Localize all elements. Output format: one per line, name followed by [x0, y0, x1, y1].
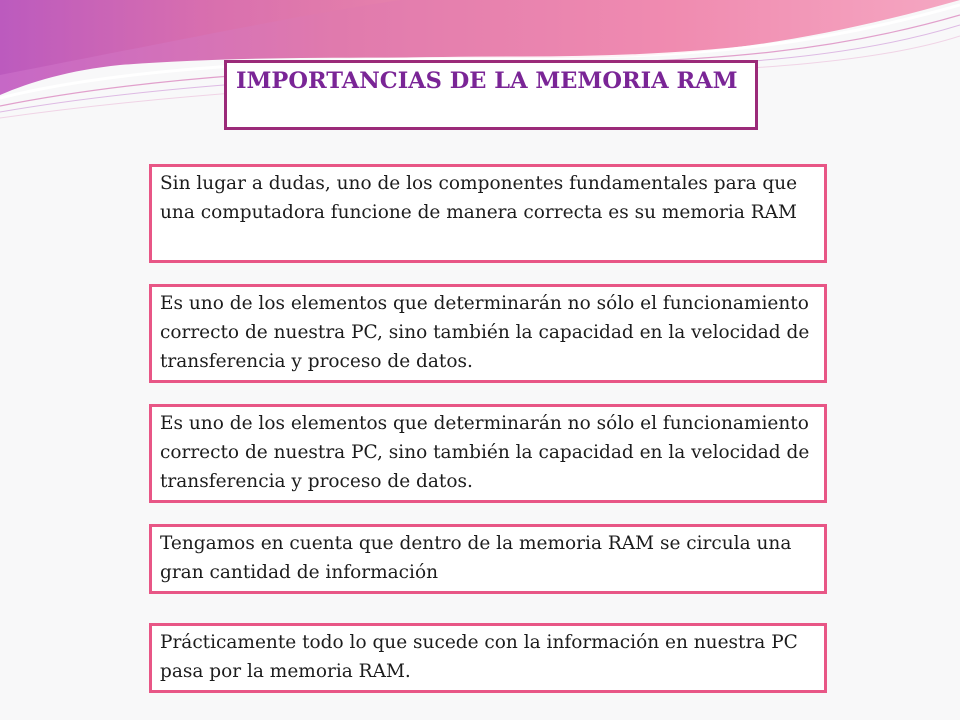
title-box [224, 60, 758, 130]
card-2 [149, 284, 827, 383]
card-text: Es uno de los elementos que determinarán no sólo el funcionamiento correcto de nuestra PC, sino también la capacidad en la velocidad de transferencia y proceso de datos. [160, 413, 810, 492]
card-1 [149, 164, 827, 263]
card-4 [149, 524, 827, 594]
card-3 [149, 404, 827, 503]
card-text: Tengamos en cuenta que dentro de la memoria RAM se circula una gran cantidad de información [160, 533, 792, 583]
card-5 [149, 623, 827, 693]
card-text: Sin lugar a dudas, uno de los componentes fundamentales para que una computadora funcione de manera correcta es su memoria RAM [160, 173, 798, 223]
card-text: Prácticamente todo lo que sucede con la información en nuestra PC pasa por la memoria RAM. [160, 632, 798, 682]
card-text: Es uno de los elementos que determinarán no sólo el funcionamiento correcto de nuestra PC, sino también la capacidad en la velocidad de transferencia y proceso de datos. [160, 293, 810, 372]
page-title: IMPORTANCIAS DE LA MEMORIA RAM [236, 68, 738, 94]
